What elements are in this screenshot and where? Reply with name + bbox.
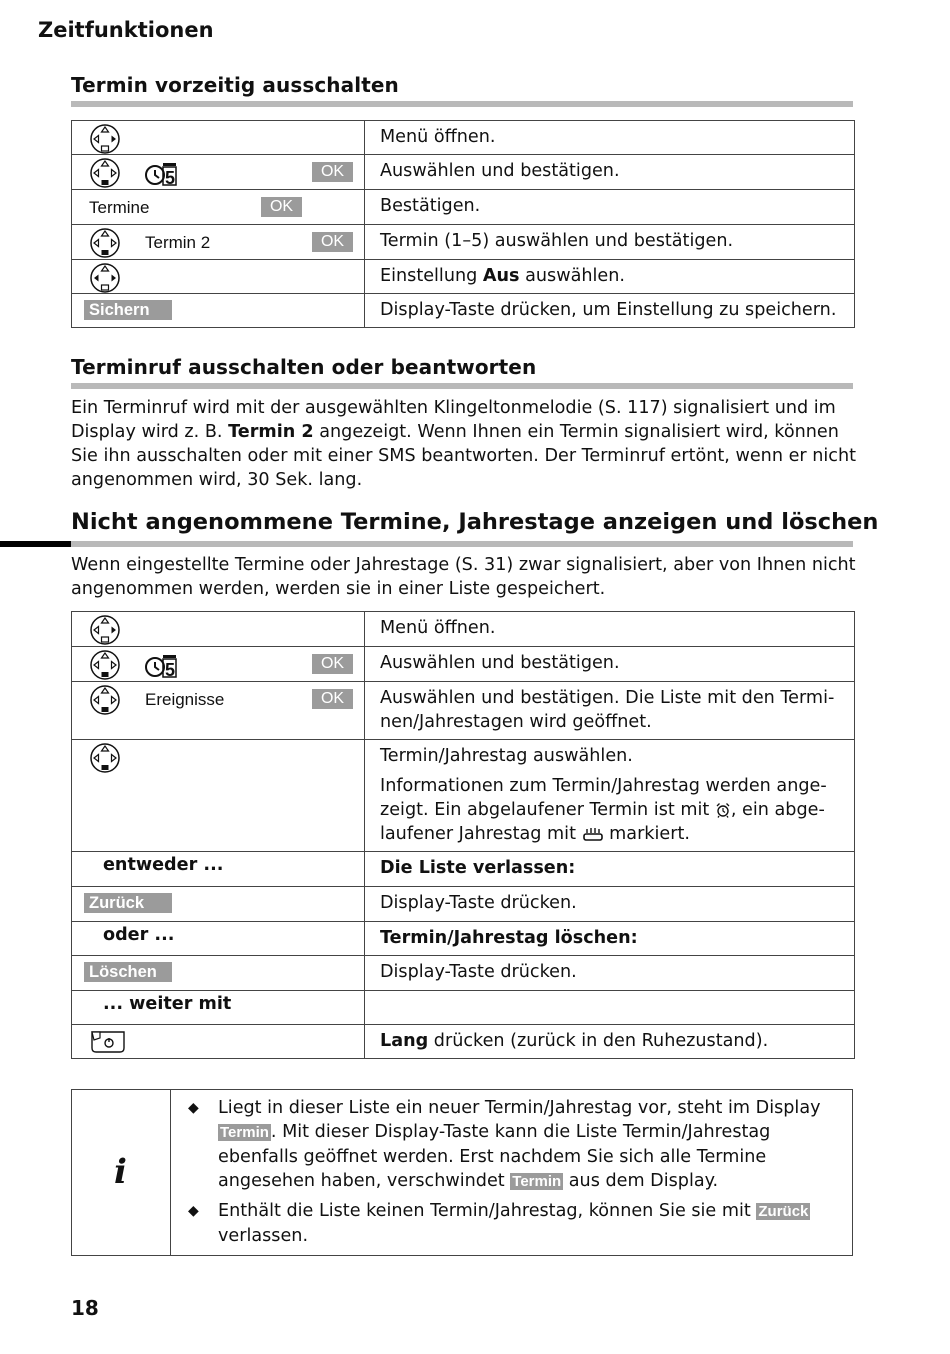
steps-table-2 bbox=[71, 611, 855, 1059]
step-description: Einstellung Aus auswählen. bbox=[365, 260, 855, 294]
softkey-sichern[interactable]: Sichern bbox=[84, 300, 172, 320]
step-description bbox=[365, 991, 855, 1025]
margin-marker-bar bbox=[0, 541, 71, 547]
ok-button[interactable]: OK bbox=[261, 197, 302, 217]
heading-termin-vorzeitig: Termin vorzeitig ausschalten bbox=[71, 73, 399, 97]
section-header: Zeitfunktionen bbox=[38, 18, 214, 42]
step-description: Display-Taste drücken. bbox=[365, 887, 855, 922]
step-description: Lang drücken (zurück in den Ruhezustand). bbox=[365, 1025, 855, 1059]
step-description: Auswählen und bestätigen. bbox=[365, 155, 855, 190]
table-row bbox=[72, 682, 855, 740]
info-icon: i bbox=[114, 1152, 127, 1192]
heading-terminruf: Terminruf ausschalten oder beantworten bbox=[71, 355, 537, 379]
option-label-oder: oder ... bbox=[103, 925, 175, 945]
list-item: ◆ Liegt in dieser Liste ein neuer Termin/Jahrestag vor, steht im Display Termin . Mit dieser Display-Taste kann die Liste Termin/Jahrestag ebenfalls geöffnet werden. Erst nachdem Sie sich alle Termine angesehen haben, verschwindet Termin aus dem Display. bbox=[188, 1098, 821, 1191]
nav-key-icon bbox=[89, 157, 121, 189]
info-bullets bbox=[184, 1096, 834, 1253]
cake-icon bbox=[582, 826, 604, 842]
step-description: Menü öffnen. bbox=[365, 121, 855, 155]
end-call-icon[interactable] bbox=[91, 1030, 125, 1054]
table-row bbox=[72, 190, 855, 225]
nav-key-icon bbox=[89, 649, 121, 681]
info-icon-column bbox=[72, 1090, 171, 1255]
table-row bbox=[72, 647, 855, 682]
table-row bbox=[72, 612, 855, 647]
softkey-zurueck-chip: Zurück bbox=[758, 1203, 809, 1220]
step-description: Termin/Jahrestag auswählen. Informationen zum Termin/Jahrestag werden ange-zeigt. Ein abgelaufener Termin ist mit , ein abge-laufener Jahrestag mit markiert. bbox=[365, 740, 855, 852]
softkey-loeschen[interactable]: Löschen bbox=[84, 962, 172, 982]
menu-item-termine[interactable]: Termine bbox=[89, 198, 150, 217]
option-label-entweder: entweder ... bbox=[103, 855, 224, 875]
table-row bbox=[72, 956, 855, 991]
nav-key-icon bbox=[89, 262, 121, 294]
ok-button[interactable]: OK bbox=[312, 162, 353, 182]
ok-button[interactable]: OK bbox=[312, 689, 353, 709]
table-row bbox=[72, 852, 855, 887]
step-description: Auswählen und bestätigen. bbox=[365, 647, 855, 682]
menu-item-termin-2[interactable]: Termin 2 bbox=[145, 233, 211, 252]
heading-rule bbox=[71, 101, 853, 107]
table-row bbox=[72, 294, 855, 328]
step-description: Menü öffnen. bbox=[365, 612, 855, 647]
step-description: Auswählen und bestätigen. Die Liste mit den Termi-nen/Jahrestagen wird geöffnet. bbox=[365, 682, 855, 740]
bullet-diamond-icon: ◆ bbox=[188, 1203, 199, 1219]
nav-key-icon bbox=[89, 684, 121, 716]
heading-rule bbox=[71, 541, 853, 547]
table-row bbox=[72, 260, 855, 294]
nav-key-icon bbox=[89, 742, 121, 774]
ok-button[interactable]: OK bbox=[312, 654, 353, 674]
heading-rule bbox=[71, 383, 853, 389]
heading-nicht-angenommene: Nicht angenommene Termine, Jahrestage anzeigen und löschen bbox=[71, 509, 879, 535]
list-item: ◆ Enthält die Liste keinen Termin/Jahrestag, können Sie sie mit Zurück verlassen. bbox=[188, 1201, 809, 1246]
clock-menu-icon bbox=[144, 654, 178, 678]
table-row bbox=[72, 991, 855, 1025]
paragraph-terminruf: Ein Terminruf wird mit der ausgewählten Klingeltonmelodie (S. 117) signalisiert und im Display wird z. B. Termin 2 angezeigt. Wenn Ihnen ein Termin signalisiert wird, können Sie ihn ausschalten oder mit einer SMS beantworten. Der Terminruf ertönt, wenn er nicht angenommen wird, 30 Sek. lang. bbox=[71, 398, 856, 490]
step-description: Display-Taste drücken, um Einstellung zu speichern. bbox=[365, 294, 855, 328]
menu-item-ereignisse[interactable]: Ereignisse bbox=[145, 690, 225, 709]
table-row bbox=[72, 225, 855, 260]
ok-button[interactable]: OK bbox=[312, 232, 353, 252]
table-row bbox=[72, 922, 855, 956]
alarm-clock-icon bbox=[715, 802, 731, 818]
table-row bbox=[72, 155, 855, 190]
table-row bbox=[72, 1025, 855, 1059]
table-row bbox=[72, 887, 855, 922]
softkey-termin-chip: Termin bbox=[512, 1173, 562, 1190]
step-description: Die Liste verlassen: bbox=[365, 852, 855, 887]
softkey-zurueck[interactable]: Zurück bbox=[84, 893, 172, 913]
clock-menu-icon bbox=[144, 162, 178, 186]
softkey-termin-chip: Termin bbox=[220, 1124, 269, 1141]
step-description: Termin (1–5) auswählen und bestätigen. bbox=[365, 225, 855, 260]
page-number: 18 bbox=[71, 1296, 99, 1320]
step-description: Bestätigen. bbox=[365, 190, 855, 225]
svg-text:5: 5 bbox=[165, 168, 176, 186]
table-row bbox=[72, 121, 855, 155]
step-description: Display-Taste drücken. bbox=[365, 956, 855, 991]
svg-text:5: 5 bbox=[165, 660, 176, 678]
nav-key-icon bbox=[89, 227, 121, 259]
step-description: Termin/Jahrestag löschen: bbox=[365, 922, 855, 956]
nav-key-icon bbox=[89, 614, 121, 646]
bullet-diamond-icon: ◆ bbox=[188, 1100, 199, 1116]
nav-key-icon bbox=[89, 123, 121, 155]
option-label-weiter-mit: ... weiter mit bbox=[103, 994, 232, 1014]
steps-table-1 bbox=[71, 120, 855, 328]
table-row bbox=[72, 740, 855, 852]
paragraph-nicht-angenommene: Wenn eingestellte Termine oder Jahrestage (S. 31) zwar signalisiert, aber von Ihnen nicht angenommen werden, werden sie in einer Liste gespeichert. bbox=[71, 555, 856, 599]
info-box bbox=[71, 1089, 853, 1256]
